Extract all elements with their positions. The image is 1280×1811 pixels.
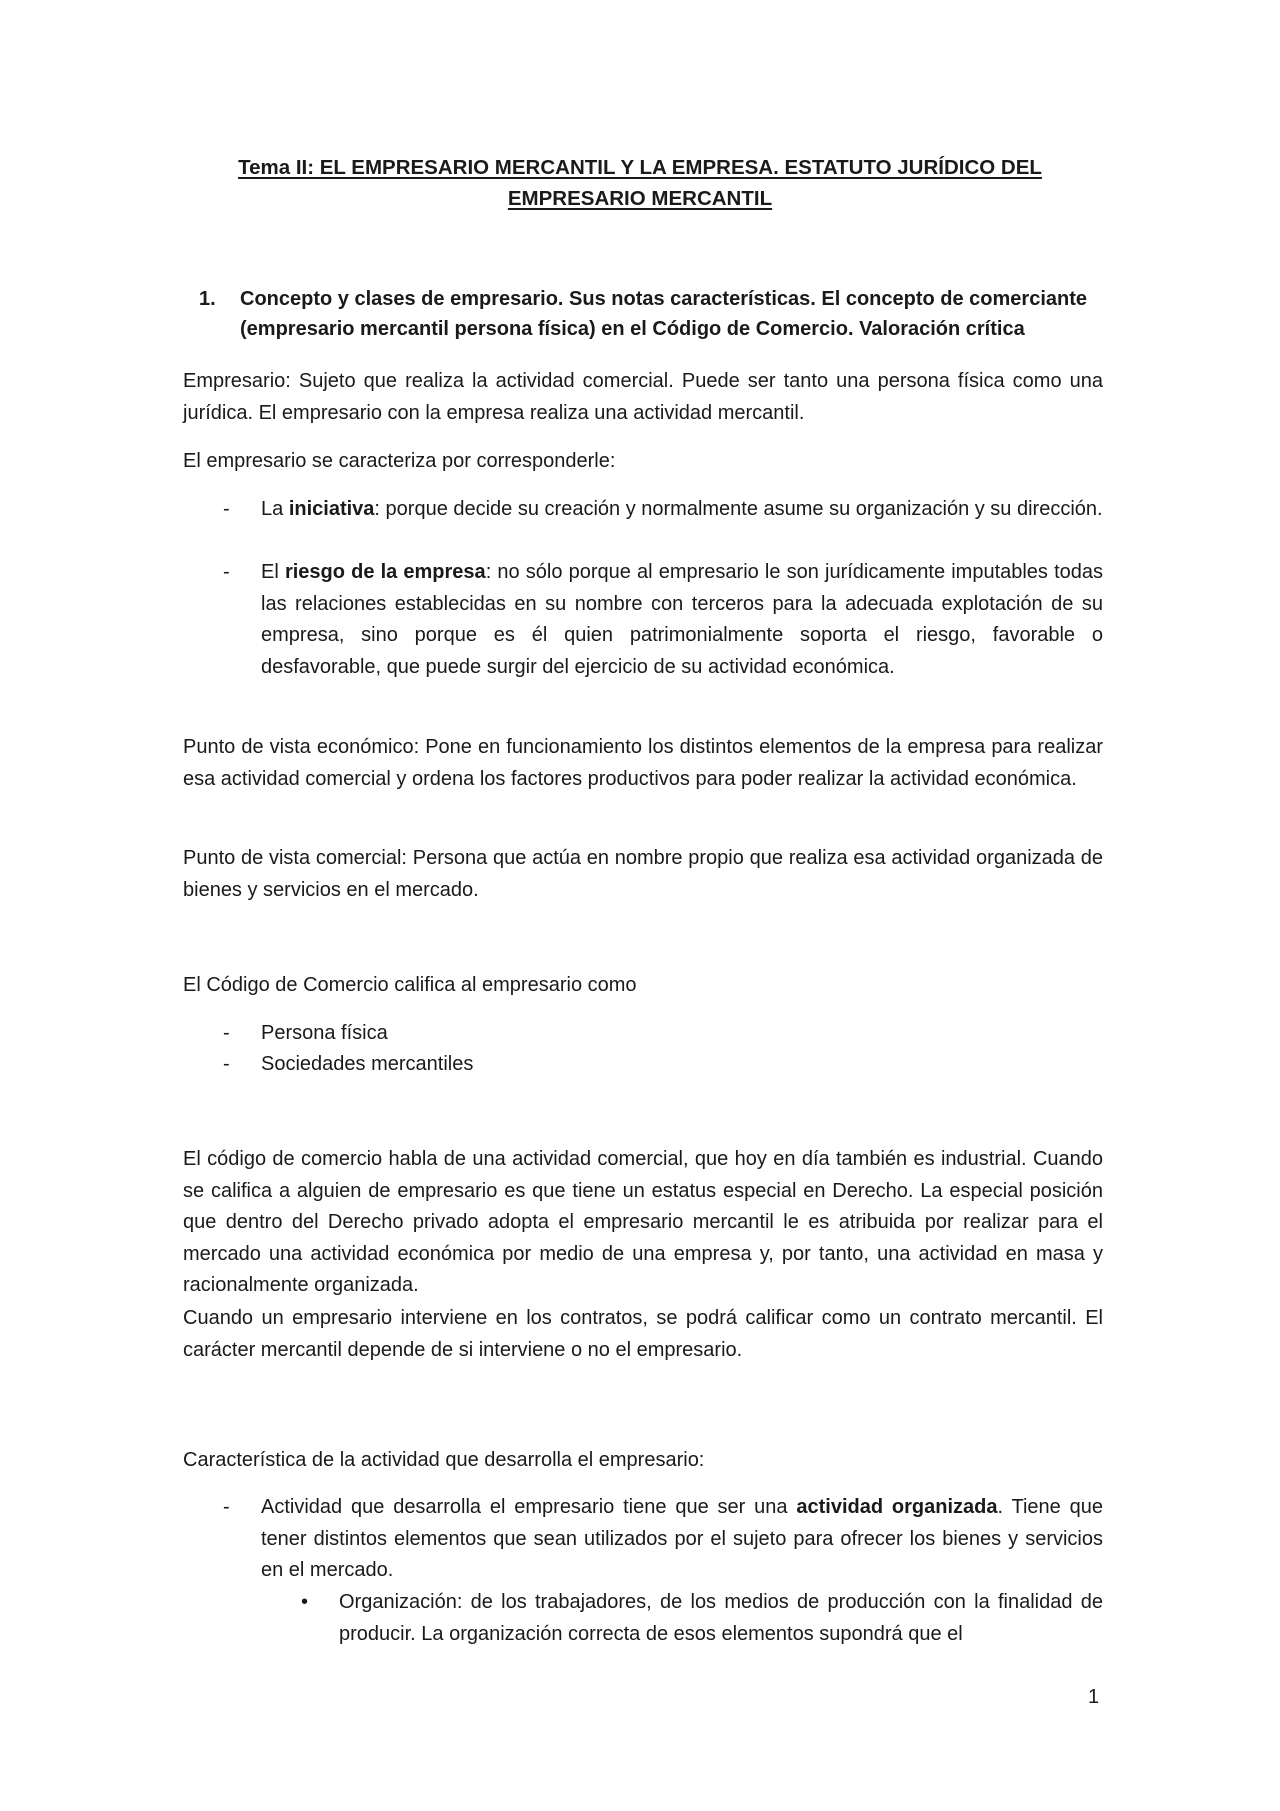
- section-heading-1: [199, 284, 1112, 344]
- paragraph-empresario: Empresario: Sujeto que realiza la actividad comercial. Puede ser tanto una persona física como una jurídica. El empresario con la empresa realiza una actividad mercantil.: [183, 370, 1103, 424]
- page-number: 1: [1088, 1686, 1100, 1708]
- list-item-iniciativa: - La iniciativa: porque decide su creación y normalmente asume su organización y su dirección.: [261, 494, 1103, 526]
- section-heading-text: Concepto y clases de empresario. Sus notas características. El concepto de comerciante (empresario mercantil persona física) en el Código de Comercio. Valoración crítica: [240, 288, 1088, 340]
- section-number: 1.: [199, 288, 216, 310]
- paragraph-punto-comercial: Punto de vista comercial: Persona que actúa en nombre propio que realiza esa actividad organizada de bienes y servicios en el mercado.: [183, 847, 1103, 901]
- bullet-marker: •: [301, 1591, 309, 1613]
- sub-list-item-organizacion: • Organización: de los trabajadores, de los medios de producción con la finalidad de producir. La organización correcta de esos elementos supondrá que el: [339, 1587, 1103, 1650]
- bold-term: riesgo de la empresa: [284, 561, 486, 583]
- dash-marker: -: [223, 561, 230, 583]
- paragraph-actividad-comercial: El código de comercio habla de una actividad comercial, que hoy en día también es industrial. Cuando se califica a alguien de empresario es que tiene un estatus especial en Derecho. La especial posición que dentro del Derecho privado adopta el empresario mercantil le es atribuida por realizar para el mercado una actividad económica por medio de una empresa y, por tanto, una actividad en masa y racionalmente organizada.: [183, 1148, 1103, 1296]
- list-item-riesgo: - El riesgo de la empresa: no sólo porque al empresario le son jurídicamente imputables todas las relaciones establecidas en su nombre con terceros para la adecuada explotación de su empresa, sino porque es él quien patrimonialmente soporta el riesgo, favorable o desfavorable, que puede surgir del ejercicio de su actividad económica.: [261, 557, 1103, 683]
- list-item-actividad-organizada: - Actividad que desarrolla el empresario tiene que ser una actividad organizada. Tiene que tener distintos elementos que sean utilizados por el sujeto para ofrecer los bienes y servicios en el mercado.: [261, 1492, 1103, 1587]
- bold-term: actividad organizada: [796, 1496, 998, 1518]
- dash-marker: -: [223, 1053, 230, 1075]
- paragraph-caracteristica-actividad: Característica de la actividad que desarrolla el empresario:: [183, 1449, 705, 1471]
- list-item-sociedades: - Sociedades mercantiles: [261, 1049, 1103, 1081]
- dash-marker: -: [223, 1022, 230, 1044]
- document-title: [0, 152, 1280, 214]
- dash-marker: -: [223, 498, 230, 520]
- title-line-1: Tema II: EL EMPRESARIO MERCANTIL Y LA EMPRESA. ESTATUTO JURÍDICO DEL: [238, 156, 1042, 179]
- paragraph-caracteriza: El empresario se caracteriza por corresponderle:: [183, 450, 616, 472]
- title-line-2: EMPRESARIO MERCANTIL: [507, 187, 773, 210]
- paragraph-punto-economico: Punto de vista económico: Pone en funcionamiento los distintos elementos de la empresa para realizar esa actividad comercial y ordena los factores productivos para poder realizar la actividad económica.: [183, 736, 1103, 790]
- paragraph-contratos: Cuando un empresario interviene en los contratos, se podrá calificar como un contrato mercantil. El carácter mercantil depende de si interviene o no el empresario.: [183, 1307, 1103, 1361]
- paragraph-codigo-comercio: El Código de Comercio califica al empresario como: [183, 974, 637, 996]
- bold-term: iniciativa: [288, 498, 375, 520]
- dash-marker: -: [223, 1496, 230, 1518]
- list-item-persona-fisica: - Persona física: [261, 1018, 1103, 1050]
